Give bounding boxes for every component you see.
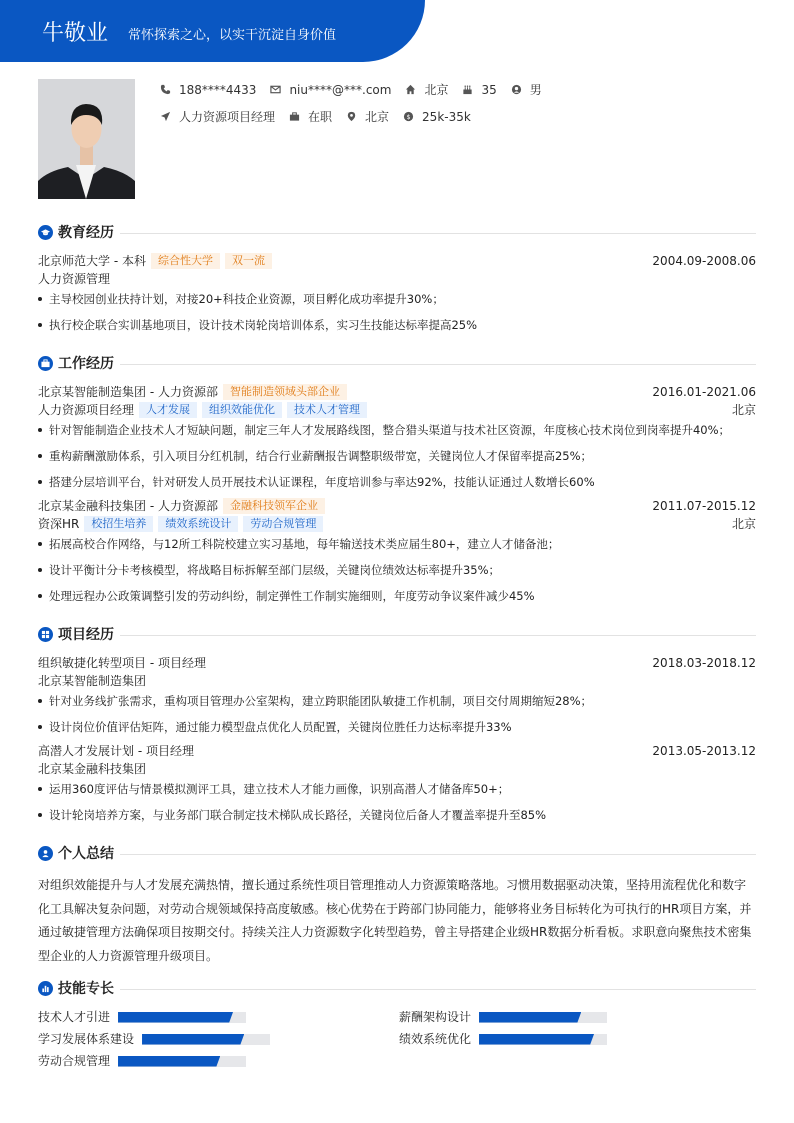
briefcase-icon — [38, 356, 53, 371]
gender-item: 男 — [511, 81, 542, 98]
job-city: 北京 — [731, 517, 756, 531]
section-divider — [120, 989, 756, 990]
education-school-line — [38, 253, 756, 269]
role-tag: 劳动合规管理 — [243, 516, 323, 532]
job-bullet: 拓展高校合作网络，与12所工科院校建立实习基地，每年输送技术类应届生80+，建立人才储备池； — [38, 536, 756, 552]
skill-bar — [479, 1012, 607, 1023]
project-name: 高潜人才发展计划 - 项目经理 — [38, 744, 194, 758]
svg-text:$: $ — [406, 112, 411, 121]
skill-item — [399, 1009, 607, 1025]
skill-bar — [479, 1034, 607, 1045]
work-section-header — [38, 354, 756, 374]
contact-row-job — [160, 108, 485, 125]
bar-chart-icon — [38, 981, 53, 996]
mail-icon — [270, 84, 281, 95]
age-item: 35 — [462, 83, 496, 97]
job-role-line — [38, 516, 756, 532]
company-name: 北京某智能制造集团 - 人力资源部 — [38, 385, 218, 399]
skill-name: 薪酬架构设计 — [399, 1010, 472, 1024]
job-company-line — [38, 498, 756, 514]
send-icon — [160, 111, 171, 122]
briefcase-icon — [289, 111, 300, 122]
company-name: 北京某金融科技集团 - 人力资源部 — [38, 499, 218, 513]
skill-bar — [118, 1056, 246, 1067]
project-bullet: 设计岗位价值评估矩阵，通过能力模型盘点优化人员配置，关键岗位胜任力达标率提升33% — [38, 719, 756, 735]
company-tag: 金融科技领军企业 — [223, 498, 325, 514]
job-date: 2011.07-2015.12 — [652, 499, 756, 513]
role-tag: 组织效能优化 — [202, 402, 282, 418]
job-bullet: 重构薪酬激励体系，引入项目分红机制，结合行业薪酬报告调整职级带宽，关键岗位人才保留率提高25%； — [38, 448, 756, 464]
target-city-item: 北京 — [346, 108, 389, 125]
company-tag: 智能制造领域头部企业 — [223, 384, 347, 400]
phone-icon — [160, 84, 171, 95]
skill-item — [38, 1053, 246, 1069]
project-name: 组织敏捷化转型项目 - 项目经理 — [38, 656, 206, 670]
home-icon — [405, 84, 416, 95]
project-date: 2018.03-2018.12 — [652, 656, 756, 670]
work-title: 工作经历 — [58, 356, 114, 372]
user-icon — [38, 846, 53, 861]
projects-title: 项目经历 — [58, 627, 114, 643]
email-item: niu****@***.com — [270, 83, 391, 97]
phone-item: 188****4433 — [160, 83, 256, 97]
skill-level — [479, 1034, 594, 1045]
skill-item — [399, 1031, 607, 1047]
project-bullet: 运用360度评估与情景模拟测评工具，建立技术人才能力画像，识别高潜人才储备库50+； — [38, 781, 756, 797]
skill-item — [38, 1009, 246, 1025]
summary-text: 对组织效能提升与人才发展充满热情，擅长通过系统性项目管理推动人力资源策略落地。习惯用数据驱动决策，坚持用流程优化和数字化工具解决复杂问题，对劳动合规领域保持高度敏感。核心优势在于跨部门协同能力，能够将业务目标转化为可执行的HR项目方案，并通过敏捷管理方法确保项目按期交付。持续关注人力资源数字化转型趋势，曾主导搭建企业级HR数据分析看板。求职意向聚焦技术密集型企业的人力资源管理升级项目。 — [38, 878, 752, 963]
job-status-item: 在职 — [289, 108, 332, 125]
gender-icon — [511, 84, 522, 95]
skill-name: 技术人才引进 — [38, 1010, 111, 1024]
project-bullet: 设计轮岗培养方案，与业务部门联合制定技术梯队成长路径，关键岗位后备人才覆盖率提升至85% — [38, 807, 756, 823]
contact-row-basic — [160, 81, 556, 98]
skills-title: 技能专长 — [58, 981, 114, 997]
skill-level — [142, 1034, 244, 1045]
salary-item: $ 25k-35k — [403, 110, 471, 124]
education-section-header — [38, 223, 756, 243]
section-divider — [120, 635, 756, 636]
candidate-name: 牛敬业 — [42, 21, 109, 46]
summary-section-header — [38, 844, 756, 864]
education-bullet: 主导校园创业扶持计划，对接20+科技企业资源，项目孵化成功率提升30%； — [38, 291, 756, 307]
job-bullet: 设计平衡计分卡考核模型，将战略目标拆解至部门层级，关键岗位绩效达标率提升35%； — [38, 562, 756, 578]
grid-icon — [38, 627, 53, 642]
candidate-motto: 常怀探索之心，以实干沉淀自身价值 — [128, 28, 337, 43]
cake-icon — [462, 84, 473, 95]
job-city: 北京 — [731, 403, 756, 417]
job-bullet: 处理远程办公政策调整引发的劳动纠纷，制定弹性工作制实施细则，年度劳动争议案件减少45% — [38, 588, 756, 604]
graduation-cap-icon — [38, 225, 53, 240]
skill-name: 劳动合规管理 — [38, 1054, 111, 1068]
section-divider — [120, 854, 756, 855]
job-role-line — [38, 402, 756, 418]
education-date: 2004.09-2008.06 — [652, 254, 756, 268]
school-tag: 双一流 — [225, 253, 272, 269]
skill-bar — [118, 1012, 246, 1023]
skill-bar — [142, 1034, 270, 1045]
role-tag: 人才发展 — [139, 402, 197, 418]
project-bullet: 针对业务线扩张需求，重构项目管理办公室架构，建立跨职能团队敏捷工作机制，项目交付周期缩短28%； — [38, 693, 756, 709]
role-tag: 校招生培养 — [84, 516, 153, 532]
project-date: 2013.05-2013.12 — [652, 744, 756, 758]
job-role: 资深HR — [38, 517, 80, 531]
job-bullet: 搭建分层培训平台，针对研发人员开展技术认证课程，年度培训参与率达92%，技能认证通过人数增长60% — [38, 474, 756, 490]
skill-name: 学习发展体系建设 — [38, 1032, 135, 1046]
summary-title: 个人总结 — [58, 846, 114, 862]
city-item: 北京 — [405, 81, 448, 98]
skill-level — [479, 1012, 581, 1023]
projects-section-header — [38, 625, 756, 645]
school-tag: 综合性大学 — [151, 253, 220, 269]
education-title: 教育经历 — [58, 225, 114, 241]
job-bullet: 针对智能制造企业技术人才短缺问题，制定三年人才发展路线图，整合猎头渠道与技术社区资源，年度核心技术岗位到岗率提升40%； — [38, 422, 756, 438]
skill-level — [118, 1056, 220, 1067]
role-tag: 绩效系统设计 — [158, 516, 238, 532]
job-date: 2016.01-2021.06 — [652, 385, 756, 399]
skill-item — [38, 1031, 270, 1047]
section-divider — [120, 233, 756, 234]
skills-section-header — [38, 979, 756, 999]
education-bullet: 执行校企联合实训基地项目，设计技术岗轮岗培训体系，实习生技能达标率提高25% — [38, 317, 756, 333]
section-divider — [120, 364, 756, 365]
salary-icon — [403, 111, 414, 122]
profile-photo — [38, 79, 135, 199]
job-company-line — [38, 384, 756, 400]
job-role: 人力资源项目经理 — [38, 403, 135, 417]
school-name: 北京师范大学 - 本科 — [38, 254, 146, 268]
education-major: 人力资源管理 — [38, 272, 111, 286]
project-org: 北京某智能制造集团 — [38, 674, 147, 688]
skill-name: 绩效系统优化 — [399, 1032, 472, 1046]
skill-level — [118, 1012, 233, 1023]
role-tag: 技术人才管理 — [287, 402, 367, 418]
target-role-item: 人力资源项目经理 — [160, 108, 275, 125]
project-org: 北京某金融科技集团 — [38, 762, 147, 776]
location-pin-icon — [346, 111, 357, 122]
